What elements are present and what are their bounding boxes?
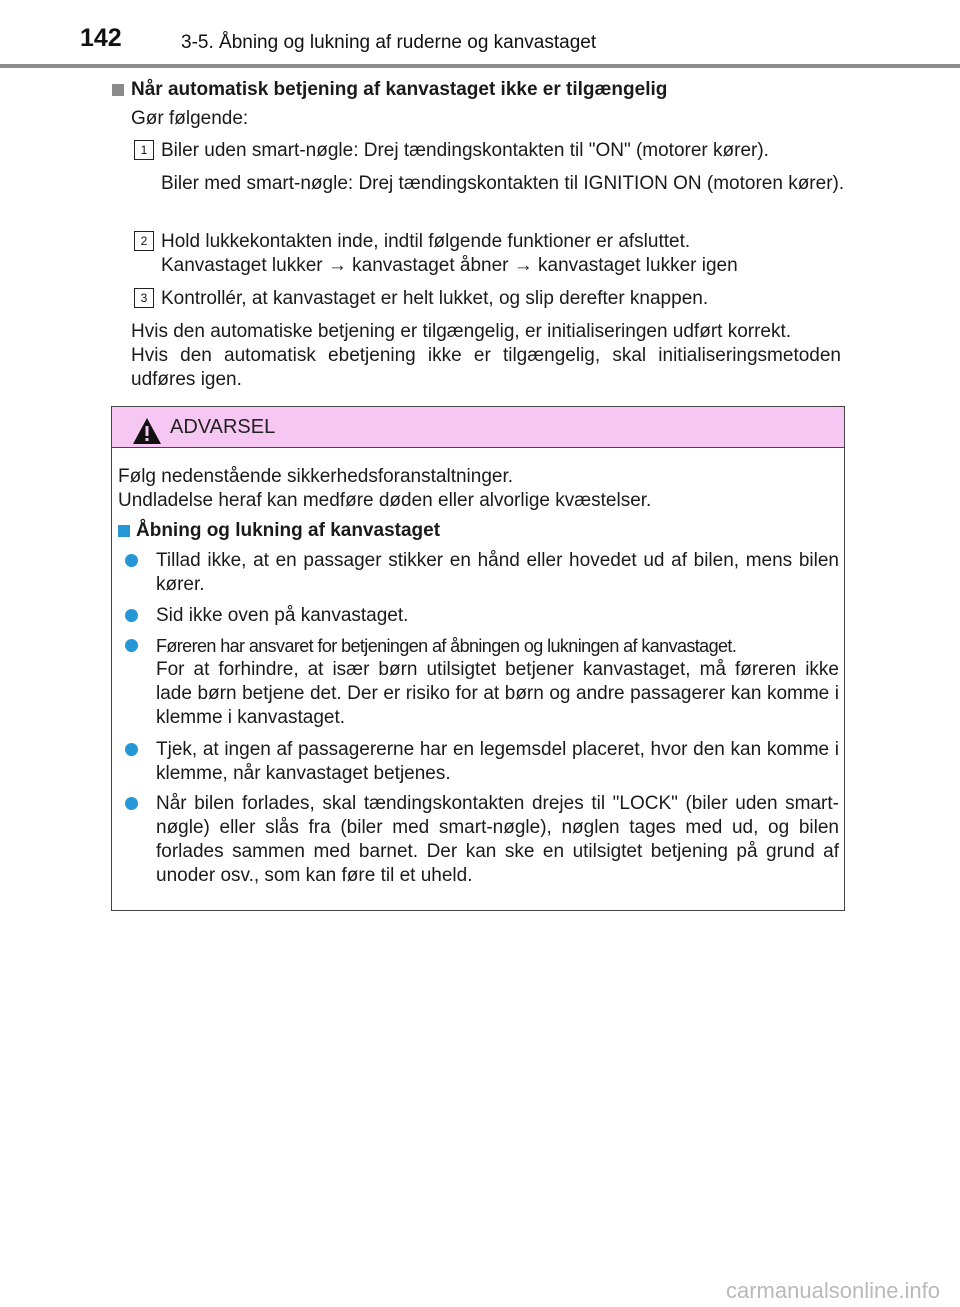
warning-bullet-2 [125, 604, 839, 628]
warning-subheading-text: Åbning og lukning af kanvastaget [136, 520, 441, 541]
step-2-badge: 2 [134, 231, 154, 251]
step-3-text: Kontrollér, at kanvastaget er helt lukket, og slip derefter knappen. [161, 288, 709, 309]
chapter-title: 3-5. Åbning og lukning af ruderne og kanvastaget [181, 32, 597, 53]
warning-bullet-text: Når bilen forlades, skal tændingskontakten drejes til "LOCK" (biler uden smart-nøgle) eller slås fra (biler med smart-nøgle), nøglen tages med ud, og bilen forlades sammen med barnet. Der kan ske en utilsigtet betjening på grund af unoder osv., som kan føre til et uheld. [156, 793, 839, 886]
warning-bullet-3 [125, 634, 839, 730]
step-1-text: Biler uden smart-nøgle: Drej tændingskontakten til "ON" (motorer kører). [161, 140, 769, 161]
step-2-extra: Kanvastaget lukker → kanvastaget åbner → kanvastaget lukker igen [161, 255, 738, 276]
warning-header [112, 407, 844, 448]
intro-text: Gør følgende: [131, 108, 249, 129]
round-bullet-icon [125, 639, 138, 652]
square-bullet-icon [118, 525, 130, 537]
warning-title: ADVARSEL [170, 416, 276, 438]
round-bullet-icon [125, 609, 138, 622]
round-bullet-icon [125, 743, 138, 756]
page-number: 142 [80, 24, 122, 52]
warning-bullet-text: Tjek, at ingen af passagererne har en legemsdel placeret, hvor den kan komme i klemme, når kanvastaget betjenes. [156, 739, 839, 784]
warning-subheading [118, 520, 440, 542]
round-bullet-icon [125, 554, 138, 567]
warning-bullet-1 [125, 549, 839, 597]
warning-bullet-text: Tillad ikke, at en passager stikker en hånd eller hovedet ud af bilen, mens bilen kører. [156, 550, 839, 595]
warning-bullet-continuation: For at forhindre, at især børn utilsigtet betjener kanvastaget, må føreren ikke lade børn betjene det. Der er risiko for at børn og andre passagerer kan komme i klemme i kanvastaget. [156, 659, 839, 728]
warning-intro-2: Undladelse heraf kan medføre døden eller alvorlige kvæstelser. [118, 490, 652, 511]
step-2-text: Hold lukkekontakten inde, indtil følgende funktioner er afsluttet. [161, 231, 691, 252]
outro-text-2: Hvis den automatisk ebetjening ikke er tilgængelig, skal initialiseringsmetoden udføres igen. [131, 345, 841, 390]
step-1-extra: Biler med smart-nøgle: Drej tændingskontakten til IGNITION ON (motoren kører). [161, 173, 845, 194]
header-rule [0, 64, 960, 68]
warning-triangle-icon [132, 417, 162, 445]
warning-intro-1: Følg nedenstående sikkerhedsforanstaltninger. [118, 466, 514, 487]
outro-text-1: Hvis den automatiske betjening er tilgængelig, er initialiseringen udført korrekt. [131, 321, 792, 342]
watermark: carmanualsonline.info [726, 1278, 941, 1303]
round-bullet-icon [125, 797, 138, 810]
section-heading-text: Når automatisk betjening af kanvastaget ikke er tilgængelig [131, 79, 668, 100]
warning-box [111, 406, 845, 911]
warning-bullet-text: Føreren har ansvaret for betjeningen af åbningen og lukningen af kanvastaget. [156, 636, 737, 656]
step-3-badge: 3 [134, 288, 154, 308]
section-heading [112, 79, 667, 101]
warning-bullet-5 [125, 792, 839, 888]
step-1-badge: 1 [134, 140, 154, 160]
warning-bullet-text: Sid ikke oven på kanvastaget. [156, 605, 409, 626]
page-header [0, 0, 960, 68]
warning-bullet-4 [125, 738, 839, 786]
square-bullet-icon [112, 84, 124, 96]
